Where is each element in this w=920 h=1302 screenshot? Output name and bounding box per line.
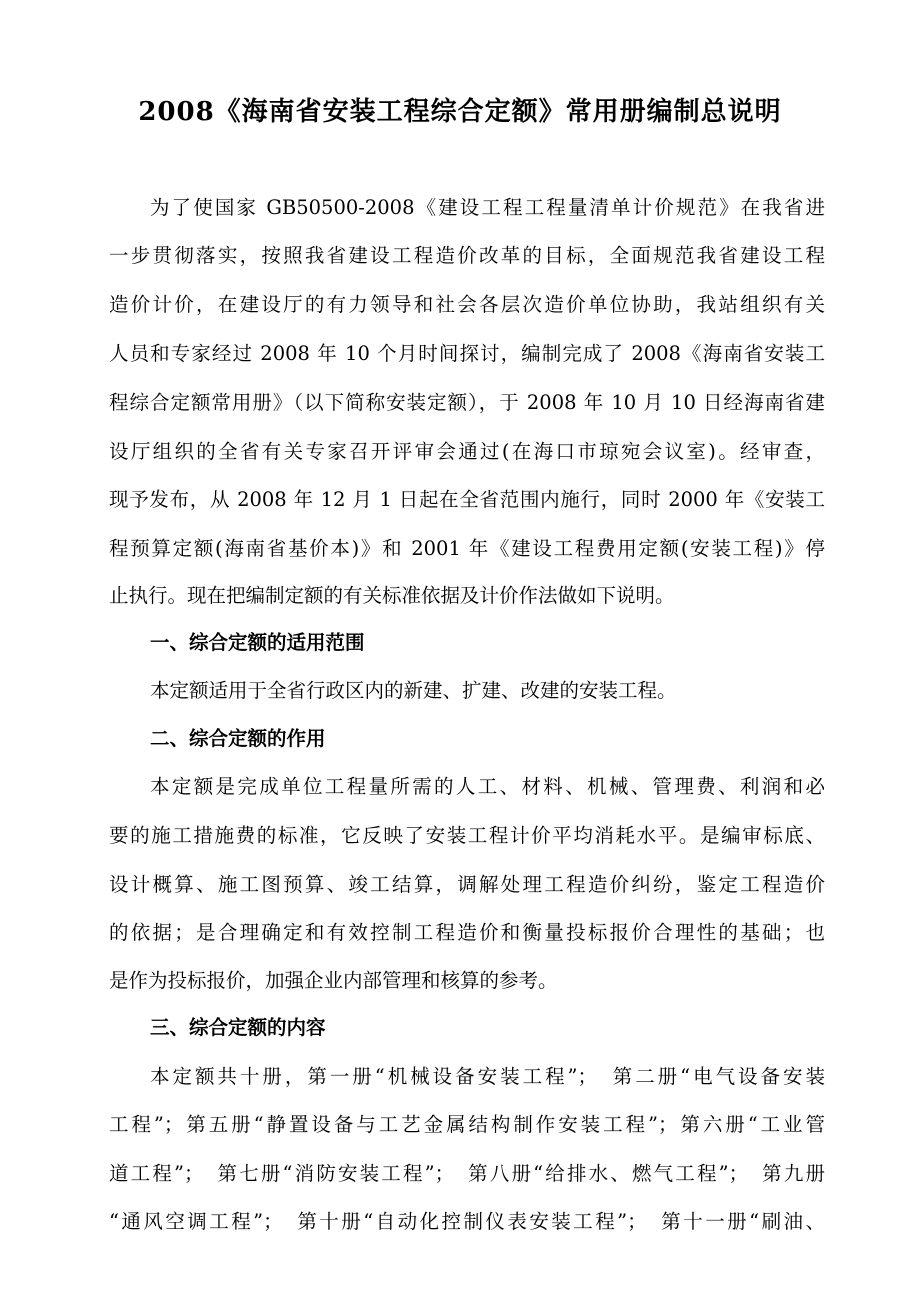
paragraph-line: “通风空调工程”； 第十册“自动化控制仪表安装工程”； 第十一册“刷油、 xyxy=(109,1210,825,1233)
paragraph-line: 本定额适用于全省行政区内的新建、扩建、改建的安装工程。 xyxy=(150,679,677,702)
section-heading: 二、综合定额的作用 xyxy=(150,727,326,750)
paragraph-line: 道工程”； 第七册“消防安装工程”； 第八册“给排水、燃气工程”； 第九册 xyxy=(109,1162,825,1185)
paragraph-line: 设计概算、施工图预算、竣工结算，调解处理工程造价纠纷，鉴定工程造价 xyxy=(109,873,825,896)
paragraph-line: 工程”；第五册“静置设备与工艺金属结构制作安装工程”；第六册“工业管 xyxy=(109,1113,825,1136)
intro-line: 人员和专家经过 2008 年 10 个月时间探讨，编制完成了 2008《海南省安装工 xyxy=(109,342,825,365)
section-heading: 一、综合定额的适用范围 xyxy=(150,631,365,654)
intro-line: 程综合定额常用册》（以下简称安装定额），于 2008 年 10 月 10 日经海南省建 xyxy=(109,391,825,414)
paragraph-line: 本定额是完成单位工程量所需的人工、材料、机械、管理费、利润和必 xyxy=(150,775,825,798)
intro-line: 程预算定额(海南省基价本)》和 2001 年《建设工程费用定额(安装工程)》停 xyxy=(109,537,825,560)
intro-line: 现予发布，从 2008 年 12 月 1 日起在全省范围内施行，同时 2000 年《安装工 xyxy=(109,488,825,511)
intro-line: 设厅组织的全省有关专家召开评审会通过(在海口市琼宛会议室)。经审查， xyxy=(109,440,825,463)
paragraph-line: 要的施工措施费的标准，它反映了安装工程计价平均消耗水平。是编审标底、 xyxy=(109,824,825,847)
document-title: 2008《海南省安装工程综合定额》常用册编制总说明 xyxy=(138,97,782,127)
intro-line: 止执行。现在把编制定额的有关标准依据及计价作法做如下说明。 xyxy=(109,584,675,607)
paragraph-line: 的依据；是合理确定和有效控制工程造价和衡量投标报价合理性的基础；也 xyxy=(109,921,825,944)
paragraph-line: 是作为投标报价，加强企业内部管理和核算的参考。 xyxy=(109,969,558,992)
intro-line: 一步贯彻落实，按照我省建设工程造价改革的目标，全面规范我省建设工程 xyxy=(109,244,825,267)
intro-line: 造价计价，在建设厅的有力领导和社会各层次造价单位协助，我站组织有关 xyxy=(109,293,825,316)
section-heading: 三、综合定额的内容 xyxy=(150,1016,326,1039)
intro-line: 为了使国家 GB50500-2008《建设工程工程量清单计价规范》在我省进 xyxy=(150,196,825,219)
paragraph-line: 本定额共十册，第一册“机械设备安装工程”； 第二册“电气设备安装 xyxy=(150,1065,825,1088)
